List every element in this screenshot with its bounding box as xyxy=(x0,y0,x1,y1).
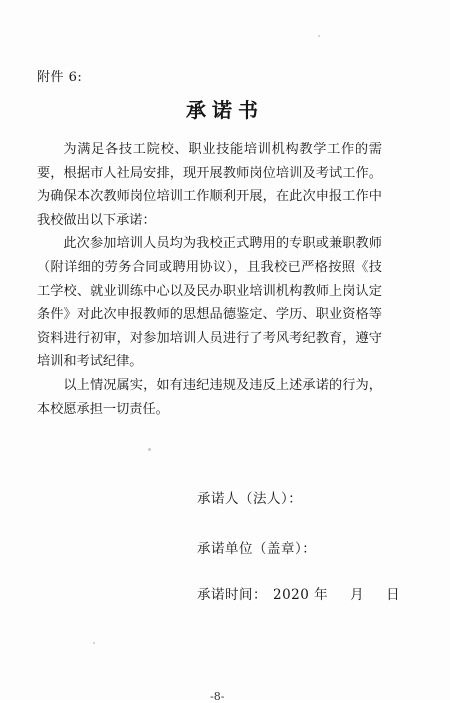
date-line xyxy=(197,583,400,603)
paragraph-intro: 为满足各技工院校、职业技能培训机构教学工作的需要，根据市人社局安排，现开展教师岗位培训及考试工作。为确保本次教师岗位培训工作顺利开展，在此次申报工作中我校做出以下承诺： xyxy=(37,142,382,228)
legal-person-label: 承诺人（法人）： xyxy=(197,491,303,507)
paragraph-responsibility: 以上情况属实，如有违纪违规及违反上述承诺的行为，本校愿承担一切责任。 xyxy=(37,377,382,417)
commitment-body xyxy=(37,138,382,421)
date-year: 2020 年 xyxy=(273,587,329,603)
unit-line xyxy=(197,537,316,557)
scan-speck xyxy=(148,448,151,451)
scan-speck xyxy=(93,642,95,644)
document-title: 承诺书 xyxy=(186,98,264,122)
date-label: 承诺时间： xyxy=(197,587,267,603)
date-day-label: 日 xyxy=(386,587,401,603)
legal-person-line xyxy=(197,487,302,507)
paragraph-commitment: 此次参加培训人员均为我校正式聘用的专职或兼职教师（附详细的劳务合同或聘用协议），且我校已严格按照《技工学校、就业训练中心以及民办职业培训机构教师上岗认定条件》对此次申报教师的思想品德鉴定、学历、职业资格等资料进行初审，对参加培训人员进行了考风考纪教育，遵守培训和考试纪律。 xyxy=(37,236,382,370)
unit-label: 承诺单位（盖章）： xyxy=(197,541,317,557)
scan-speck xyxy=(318,35,320,37)
date-month-label: 月 xyxy=(350,587,365,603)
attachment-label: 附件 6: xyxy=(37,70,83,85)
page-number: -8- xyxy=(210,690,225,703)
